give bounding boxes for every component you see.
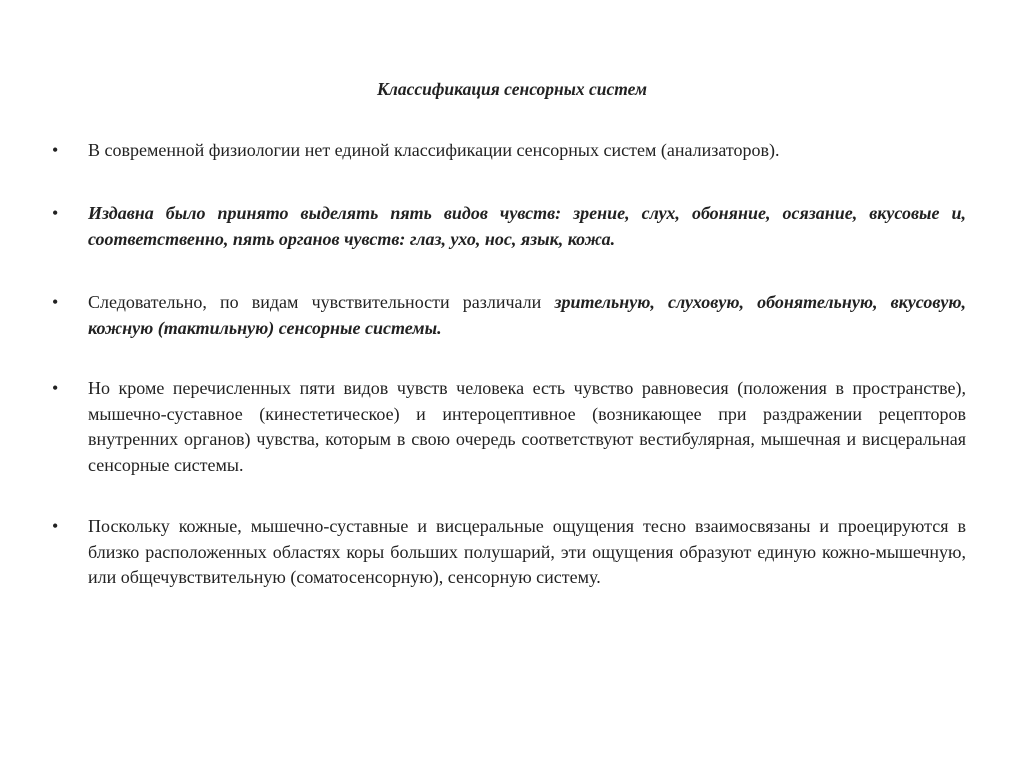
bullet-marker: •: [52, 203, 59, 223]
bullet-text: Но кроме перечисленных пяти видов чувств человека есть чувство равновесия (положения в пространстве), мышечно-суставное (кинестетическое) и интероцептивное (возникающее при раздражении рецепторов внутренних органов) чувства, которым в свою очередь соответствуют вестибулярная, мышечная и висцеральная сенсорные системы.: [88, 378, 966, 475]
bullet-text: Поскольку кожные, мышечно-суставные и висцеральные ощущения тесно взаимосвязаны и проецируются в близко расположенных областях коры больших полушарий, эти ощущения образуют единую кожно-мышечную, или общечувствительную (соматосенсорную), сенсорную систему.: [88, 516, 966, 587]
slide-title: Классификация сенсорных систем: [377, 79, 647, 99]
bullet-text: [88, 290, 966, 341]
bullet-text-plain: Следовательно, по видам чувствительности различали: [88, 292, 555, 312]
bullet-text-emphasis: зрительную, слуховую, обонятельную, вкусовую, кожную (тактильную) сенсорные системы.: [88, 292, 967, 338]
bullet-marker: •: [52, 516, 59, 536]
bullet-text: В современной физиологии нет единой классификации сенсорных систем (анализаторов).: [88, 140, 780, 160]
bullet-marker: •: [52, 292, 59, 312]
bullet-marker: •: [52, 378, 59, 398]
bullet-text: Издавна было принято выделять пять видов чувств: зрение, слух, обоняние, осязание, вкусовые и, соответственно, пять органов чувств: глаз, ухо, нос, язык, кожа.: [88, 203, 966, 249]
bullet-marker: •: [52, 140, 59, 160]
